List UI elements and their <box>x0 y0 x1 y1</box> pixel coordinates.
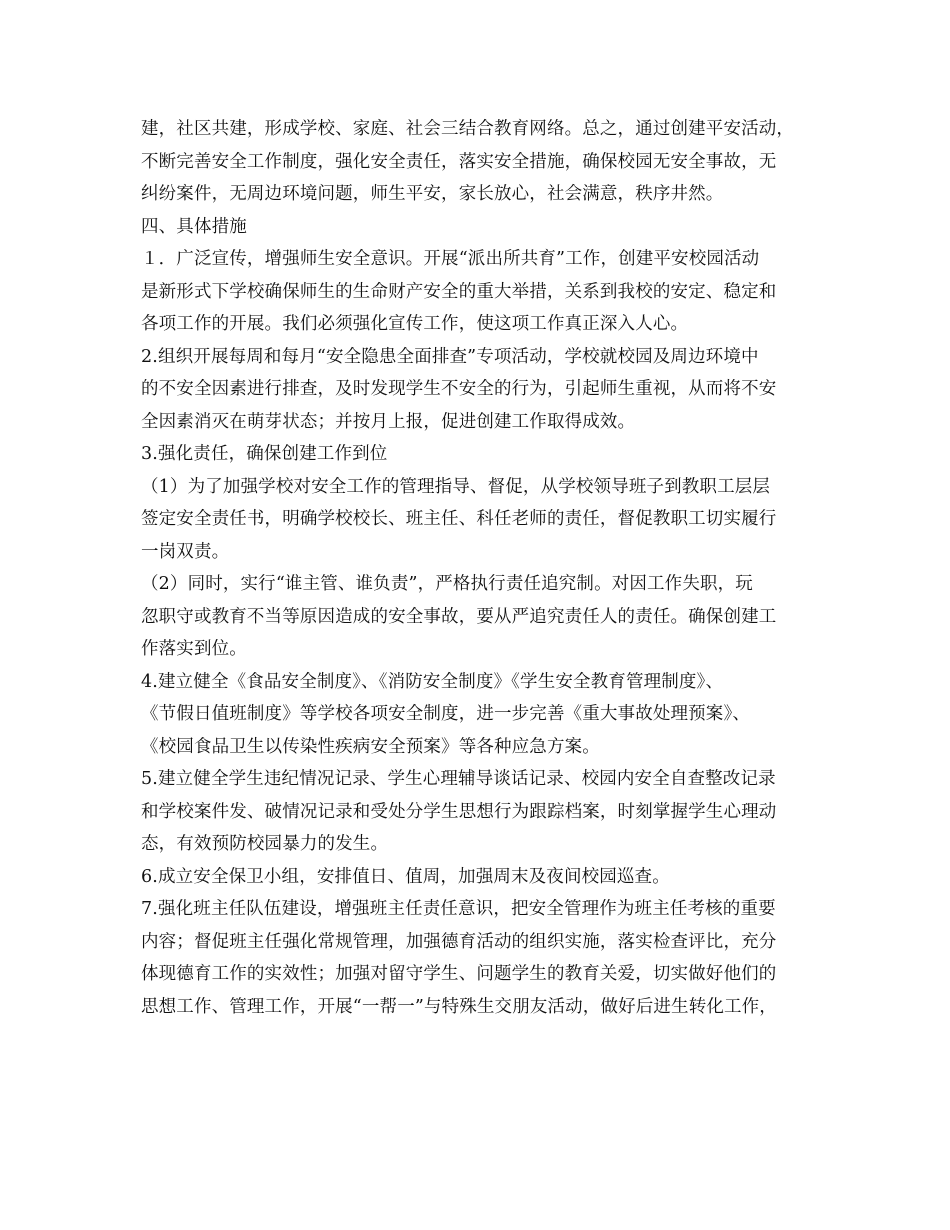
text-line: 一岗双责。 <box>141 541 230 562</box>
text-line: 忽职守或教育不当等原因造成的安全事故，要从严追究责任人的责任。确保创建工 <box>141 606 777 627</box>
text-line: 《校园食品卫生以传染性疾病安全预案》等各种应急方案。 <box>141 736 600 757</box>
text-line: 3.强化责任，确保创建工作到位 <box>141 444 388 464</box>
text-line: 《节假日值班制度》等学校各项安全制度，进一步完善《重大事故处理预案》、 <box>141 704 750 724</box>
text-line: 各项工作的开展。我们必须强化宣传工作，使这项工作真正深入人心。 <box>141 314 689 334</box>
text-line: 思想工作、管理工作，开展“一帮一”与特殊生交朋友活动，做好后进生转化工作， <box>141 996 777 1017</box>
text-line: 5.建立健全学生违纪情况记录、学生心理辅导谈话记录、校园内安全自查整改记录 <box>141 769 776 789</box>
text-line: 作落实到位。 <box>141 639 247 659</box>
text-line: 纠纷案件，无周边环境问题，师生平安，家长放心，社会满意，秩序井然。 <box>141 184 724 204</box>
text-line: 全因素消灭在萌芽状态；并按月上报，促进创建工作取得成效。 <box>141 411 636 432</box>
text-line: 和学校案件发、破情况记录和受处分学生思想行为跟踪档案，时刻掌握学生心理动 <box>141 801 777 822</box>
text-line: 体现德育工作的实效性；加强对留守学生、问题学生的教育关爱，切实做好他们的 <box>141 964 777 984</box>
text-line: 2.组织开展每周和每月“安全隐患全面排查”专项活动，学校就校园及周边环境中 <box>141 346 759 367</box>
text-line: （2）同时，实行“谁主管、谁负责”，严格执行责任追究制。对因工作失职，玩 <box>141 574 753 594</box>
text-line: 不断完善安全工作制度，强化安全责任，落实安全措施，确保校园无安全事故，无 <box>141 151 777 172</box>
text-line: 建，社区共建，形成学校、家庭、社会三结合教育网络。总之，通过创建平安活动， <box>141 119 795 139</box>
text-line: 7.强化班主任队伍建设，增强班主任责任意识，把安全管理作为班主任考核的重要 <box>141 899 776 919</box>
text-line: 4.建立健全《食品安全制度》、《消防安全制度》《学生安全教育管理制度》、 <box>141 671 724 692</box>
section-heading: 四、具体措施 <box>141 216 247 237</box>
text-line: 内容；督促班主任强化常规管理，加强德育活动的组织实施，落实检查评比，充分 <box>141 931 777 952</box>
text-line: 是新形式下学校确保师生的生命财产安全的重大举措，关系到我校的安定、稳定和 <box>141 281 777 302</box>
text-line: 的不安全因素进行排查，及时发现学生不安全的行为，引起师生重视，从而将不安 <box>141 379 777 399</box>
text-line: １．广泛宣传，增强师生安全意识。开展“派出所共育”工作，创建平安校园活动 <box>141 249 760 269</box>
text-line: （1）为了加强学校对安全工作的管理指导、督促，从学校领导班子到教职工层层 <box>141 476 771 497</box>
document-body <box>141 113 813 1023</box>
text-line: 签定安全责任书，明确学校校长、班主任、科任老师的责任，督促教职工切实履行 <box>141 509 777 529</box>
text-line: 6.成立安全保卫小组，安排值日、值周，加强周末及夜间校园巡查。 <box>141 866 670 887</box>
text-line: 态，有效预防校园暴力的发生。 <box>141 834 389 854</box>
